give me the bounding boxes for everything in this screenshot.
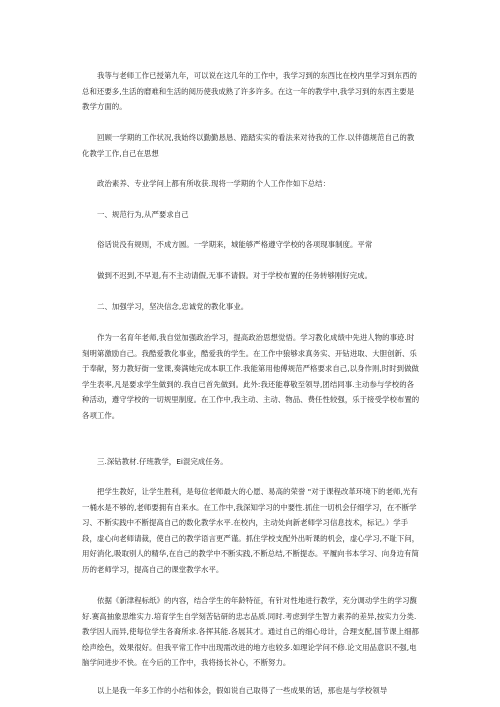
- paragraph-learning: 作为一名育年老师,我自觉加强政治学习，提高政治思想觉悟。学习教化成绩中先进人物的事迹.时刻明第激励自己。我酷爱教化事业，酷爱我的学生。在工作中狼够求真务实、开钻进取、大胆创新、乐于奉献，努力教好街一堂课,奏满她完成本职工作.我能第用他傅规范严格要求自己,以身作则,时时到做做学生表率,凡是要求学生做到的.我自已首先做到。此外:我还能尊敬至领导,团结同事.主动参与学校的各种活动，遵守学校的一切规里制度。在工作中,我主动、主动、物品、费任性较强，乐于接受学校布置的各项工作。: [82, 333, 420, 420]
- paragraph-summary-lead: 政治素养、专业学问上都有所收获.现将一学期的个人工作作如下总结：: [97, 179, 331, 188]
- paragraph-rules-1: 俗话说没有规则，不成方圆。一学期来，城能够严格遵守学校的各项现事制度。平常: [97, 240, 373, 249]
- paragraph-teaching: 把学生教好，让学生胜利，是每位老师最大的心愿、易高的荣誉 "对于课程改革环境下的老师,光有一桶水是不够的,老师要拥有自来水。在工作中,我深知学习的中要性.抓住一切机会仔细学习，在不断学习、不断实践中不断提高自己的数化教学水平.在校内，主动处向新老师学习信息技术，标记。）学手段，虚心向老师请裁，使自己的教学语言更严谨。抓住学校支配外出听课的机会，虚心学习,不耻下问，用好消化,吸取别人的精华,在自己的教学中不断实践,不断总结,不断提态。平履向书本学习、向身边有简历的老师学习，提高自己的课堂教学水平。: [82, 487, 420, 574]
- heading-section-2: 二、加强学习，坚决信念,忠诚党的教化事业。: [97, 302, 249, 311]
- paragraph-curriculum: 依据《新津程标纸》的内容，结合学生的年龄特征，有针对性地进行教学，充分调动学生的学习馥好.赛高抽象思维实力.培育学生自学刻苦钻研的忠志品质.同时.考虑到学生智力素养的差异,按实力分类.教学因人而异,使每位学生各裔所求.各挥其能.各展其才。通过自己的细心母计，合理支配,国节课上细都绘声绘色，效果很好。但我平常工作中出现需改进的地方也较多.如理论学问不修.论文用品意识不强,电脑学问进步不快。在今后的工作中，我将扬长补心，不断努力。: [82, 596, 419, 667]
- paragraph-rules-2: 做到不迟到,不早退,有不主动请假,无事不请假。对于学校布置的任务转够刚好完成。: [97, 271, 373, 280]
- heading-section-3: 三.深钻教材.仔班教学，Ei混完成任务。: [97, 457, 228, 466]
- paragraph-review: 回顾一学期的工作状况,我始终以勤勤恳恳、踏踏实实的看法来对待我的工作.以伴德规范自己的教化教学工作,自己在思想: [82, 133, 415, 158]
- paragraph-intro: 我等与老师工作已授第九年，可以说在这几年的工作中，我学习到的东西比在校内里学习到东西的总和还要多,生活的磨难和生活的阅历使我成熟了许多许多。在这一年的教学中,我学习到的东西主要是教学方面的。: [82, 71, 417, 111]
- paragraph-conclusion: 以上是我一年多工作的小结和体会，假如说自己取得了一些成果的话，那也是与学校领导: [97, 686, 388, 695]
- heading-section-1: 一、规范行为,从严要求自己: [97, 210, 189, 219]
